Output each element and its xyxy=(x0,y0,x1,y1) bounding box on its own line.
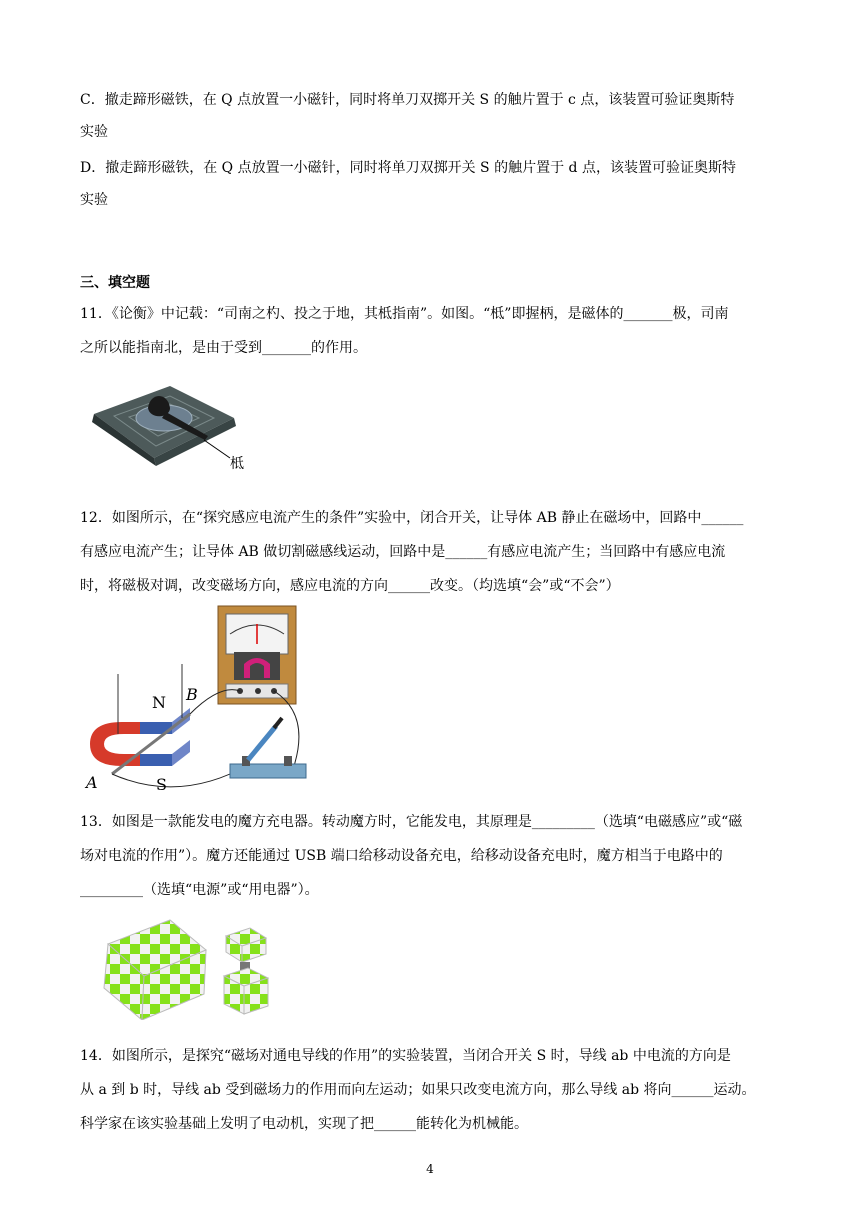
q12-line3: 时，将磁极对调，改变磁场方向，感应电流的方向______改变。（均选填“会”或“不会”） xyxy=(80,578,620,594)
magic-cube-figure xyxy=(100,914,300,1020)
q14-line2: 从 a 到 b 时，导线 ab 受到磁场力的作用而向左运动；如果只改变电流方向，那么导线 ab 将向______运动。 xyxy=(80,1082,756,1098)
point-a-label: A xyxy=(86,773,98,792)
option-c-line2: 实验 xyxy=(80,124,108,140)
option-d-line1: D．撤走蹄形磁铁，在 Q 点放置一小磁针，同时将单刀双掷开关 S 的触片置于 d 点，该装置可验证奥斯特 xyxy=(80,160,736,176)
knife-switch xyxy=(230,764,306,778)
q12-line2: 有感应电流产生；让导体 AB 做切割磁感线运动，回路中是______有感应电流产生；当回路中有感应电流 xyxy=(80,544,726,560)
q13-line2: 场对电流的作用”）。魔方还能通过 USB 端口给移动设备充电，给移动设备充电时，魔方相当于电路中的 xyxy=(80,848,723,864)
induction-experiment-figure xyxy=(80,604,310,792)
q13-line1: 13．如图是一款能发电的魔方充电器。转动魔方时，它能发电，其原理是_________（选填“电磁感应”或“磁 xyxy=(80,814,743,830)
q14-line1: 14．如图所示，是探究“磁场对通电导线的作用”的实验装置，当闭合开关 S 时，导线 ab 中电流的方向是 xyxy=(80,1048,731,1064)
q13-line3: _________（选填“电源”或“用电器”）。 xyxy=(80,882,319,898)
q11-line2: 之所以能指南北，是由于受到_______的作用。 xyxy=(80,340,367,356)
section-heading: 三、填空题 xyxy=(80,275,150,291)
page-number: 4 xyxy=(426,1162,434,1176)
q11-line1: 11．《论衡》中记载：“司南之杓、投之于地，其柢指南”。如图。“柢”即握柄，是磁体的_______极，司南 xyxy=(80,306,729,322)
sinan-compass-figure xyxy=(84,378,254,470)
magnet-n-label: N xyxy=(152,693,166,712)
option-c-line1: C．撤走蹄形磁铁，在 Q 点放置一小磁针，同时将单刀双掷开关 S 的触片置于 c 点，该装置可验证奥斯特 xyxy=(80,92,735,108)
magnet-s-label: S xyxy=(156,775,167,792)
point-b-label: B xyxy=(186,685,198,704)
option-d-line2: 实验 xyxy=(80,192,108,208)
q14-line3: 科学家在该实验基础上发明了电动机，实现了把______能转化为机械能。 xyxy=(80,1116,528,1132)
compass-handle-label: 柢 xyxy=(230,456,244,470)
q12-line1: 12．如图所示，在“探究感应电流产生的条件”实验中，闭合开关，让导体 AB 静止在磁场中，回路中______ xyxy=(80,510,744,526)
